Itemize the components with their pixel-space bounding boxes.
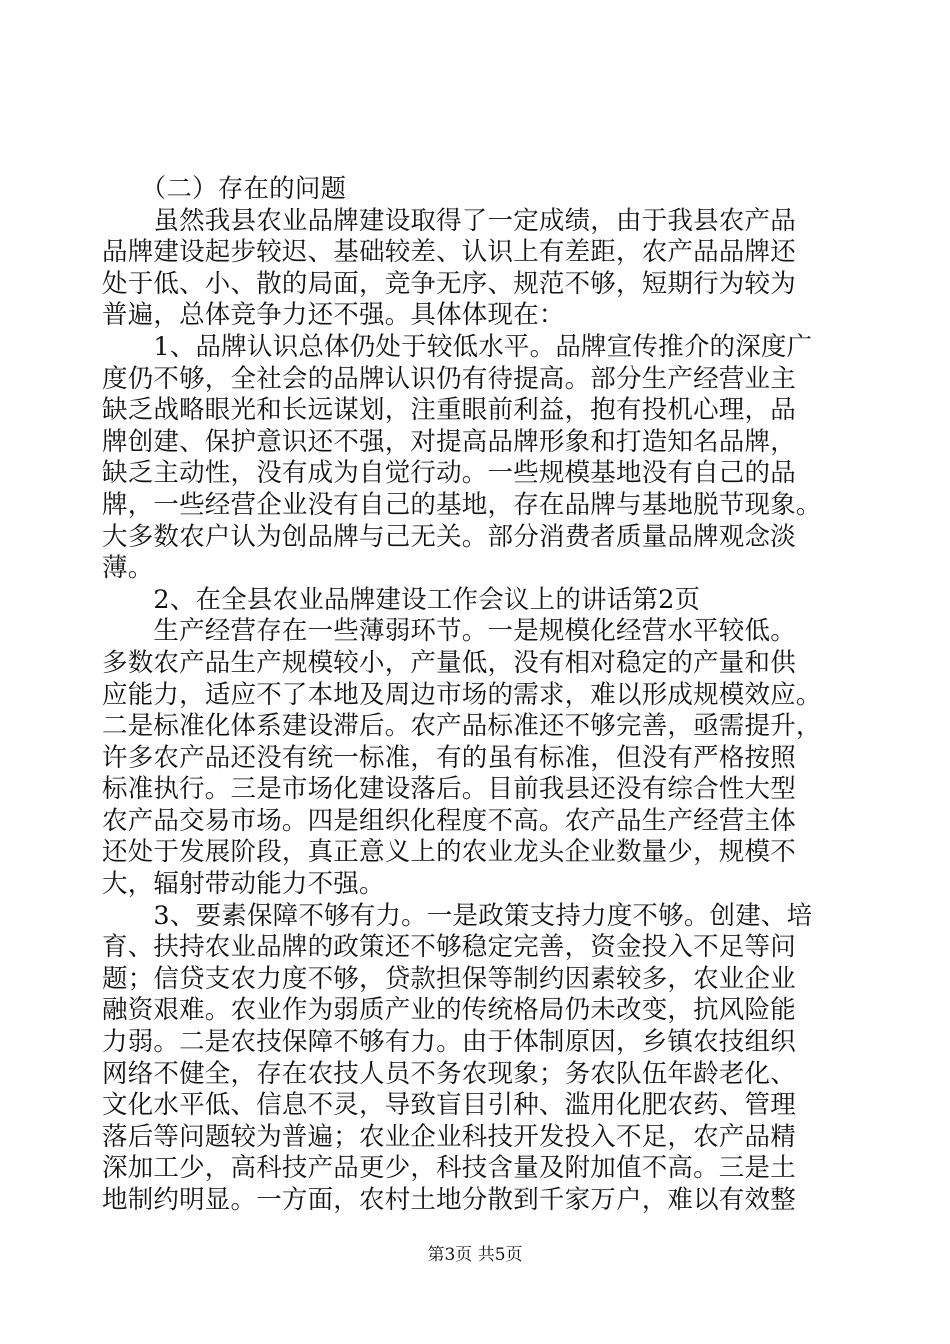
text-line: 网络不健全，存在农技人员不务农现象；务农队伍年龄老化、 <box>102 1058 796 1089</box>
text-line: 大多数农户认为创品牌与己无关。部分消费者质量品牌观念淡 <box>102 521 796 552</box>
text-line: 品牌建设起步较迟、基础较差、认识上有差距，农产品品牌还 <box>102 237 796 268</box>
text-line: 许多农产品还没有统一标准，有的虽有标准，但没有严格按照 <box>102 742 796 773</box>
document-body <box>102 174 850 1217</box>
text-line: 虽然我县农业品牌建设取得了一定成绩，由于我县农产品 <box>102 205 796 236</box>
text-line: 育、扶持农业品牌的政策还不够稳定完善，资金投入不足等问 <box>102 932 796 963</box>
text-line: 生产经营存在一些薄弱环节。一是规模化经营水平较低。 <box>102 616 796 647</box>
text-line: 农产品交易市场。四是组织化程度不高。农产品生产经营主体 <box>102 805 796 836</box>
text-line: 缺乏战略眼光和长远谋划，注重眼前利益，抱有投机心理，品 <box>102 395 796 426</box>
text-line: 薄。 <box>102 553 154 584</box>
text-line: 多数农产品生产规模较小，产量低，没有相对稳定的产量和供 <box>102 647 796 678</box>
text-line: 地制约明显。一方面，农村土地分散到千家万户，难以有效整 <box>102 1185 796 1215</box>
text-line: 大，辐射带动能力不强。 <box>102 869 385 900</box>
text-line: 牌，一些经营企业没有自己的基地，存在品牌与基地脱节现象。 <box>102 489 822 520</box>
text-line: 二是标准化体系建设滞后。农产品标准还不够完善，亟需提升， <box>102 711 822 742</box>
text-line: 落后等问题较为普遍；农业企业科技开发投入不足，农产品精 <box>102 1121 796 1152</box>
text-line: 题；信贷支农力度不够，贷款担保等制约因素较多，农业企业 <box>102 963 796 994</box>
text-line: 融资艰难。农业作为弱质产业的传统格局仍未改变，抗风险能 <box>102 995 796 1026</box>
text-line: 普遍，总体竞争力还不强。具体体现在： <box>102 300 565 331</box>
text-line: 深加工少，高科技产品更少，科技含量及附加值不高。三是土 <box>102 1153 796 1184</box>
page-footer: 第3页 共5页 <box>427 1245 523 1265</box>
text-line: 2、在全县农业品牌建设工作会议上的讲话第2页 <box>102 584 701 615</box>
text-line: （二）存在的问题 <box>102 174 347 204</box>
text-line: 文化水平低、信息不灵，导致盲目引种、滥用化肥农药、管理 <box>102 1090 796 1121</box>
text-line: 3、要素保障不够有力。一是政策支持力度不够。创建、培 <box>102 900 813 931</box>
text-line: 1、品牌认识总体仍处于较低水平。品牌宣传推介的深度广 <box>102 331 813 362</box>
text-line: 应能力，适应不了本地及周边市场的需求，难以形成规模效应。 <box>102 679 822 710</box>
text-line: 力弱。二是农技保障不够有力。由于体制原因，乡镇农技组织 <box>102 1027 796 1058</box>
text-line: 处于低、小、散的局面，竞争无序、规范不够，短期行为较为 <box>102 268 796 299</box>
text-line: 牌创建、保护意识还不强，对提高品牌形象和打造知名品牌， <box>102 426 796 457</box>
text-line: 缺乏主动性，没有成为自觉行动。一些规模基地没有自己的品 <box>102 458 796 489</box>
text-line: 度仍不够，全社会的品牌认识仍有待提高。部分生产经营业主 <box>102 363 796 394</box>
text-line: 还处于发展阶段，真正意义上的农业龙头企业数量少，规模不 <box>102 837 796 868</box>
text-line: 标准执行。三是市场化建设落后。目前我县还没有综合性大型 <box>102 774 796 805</box>
